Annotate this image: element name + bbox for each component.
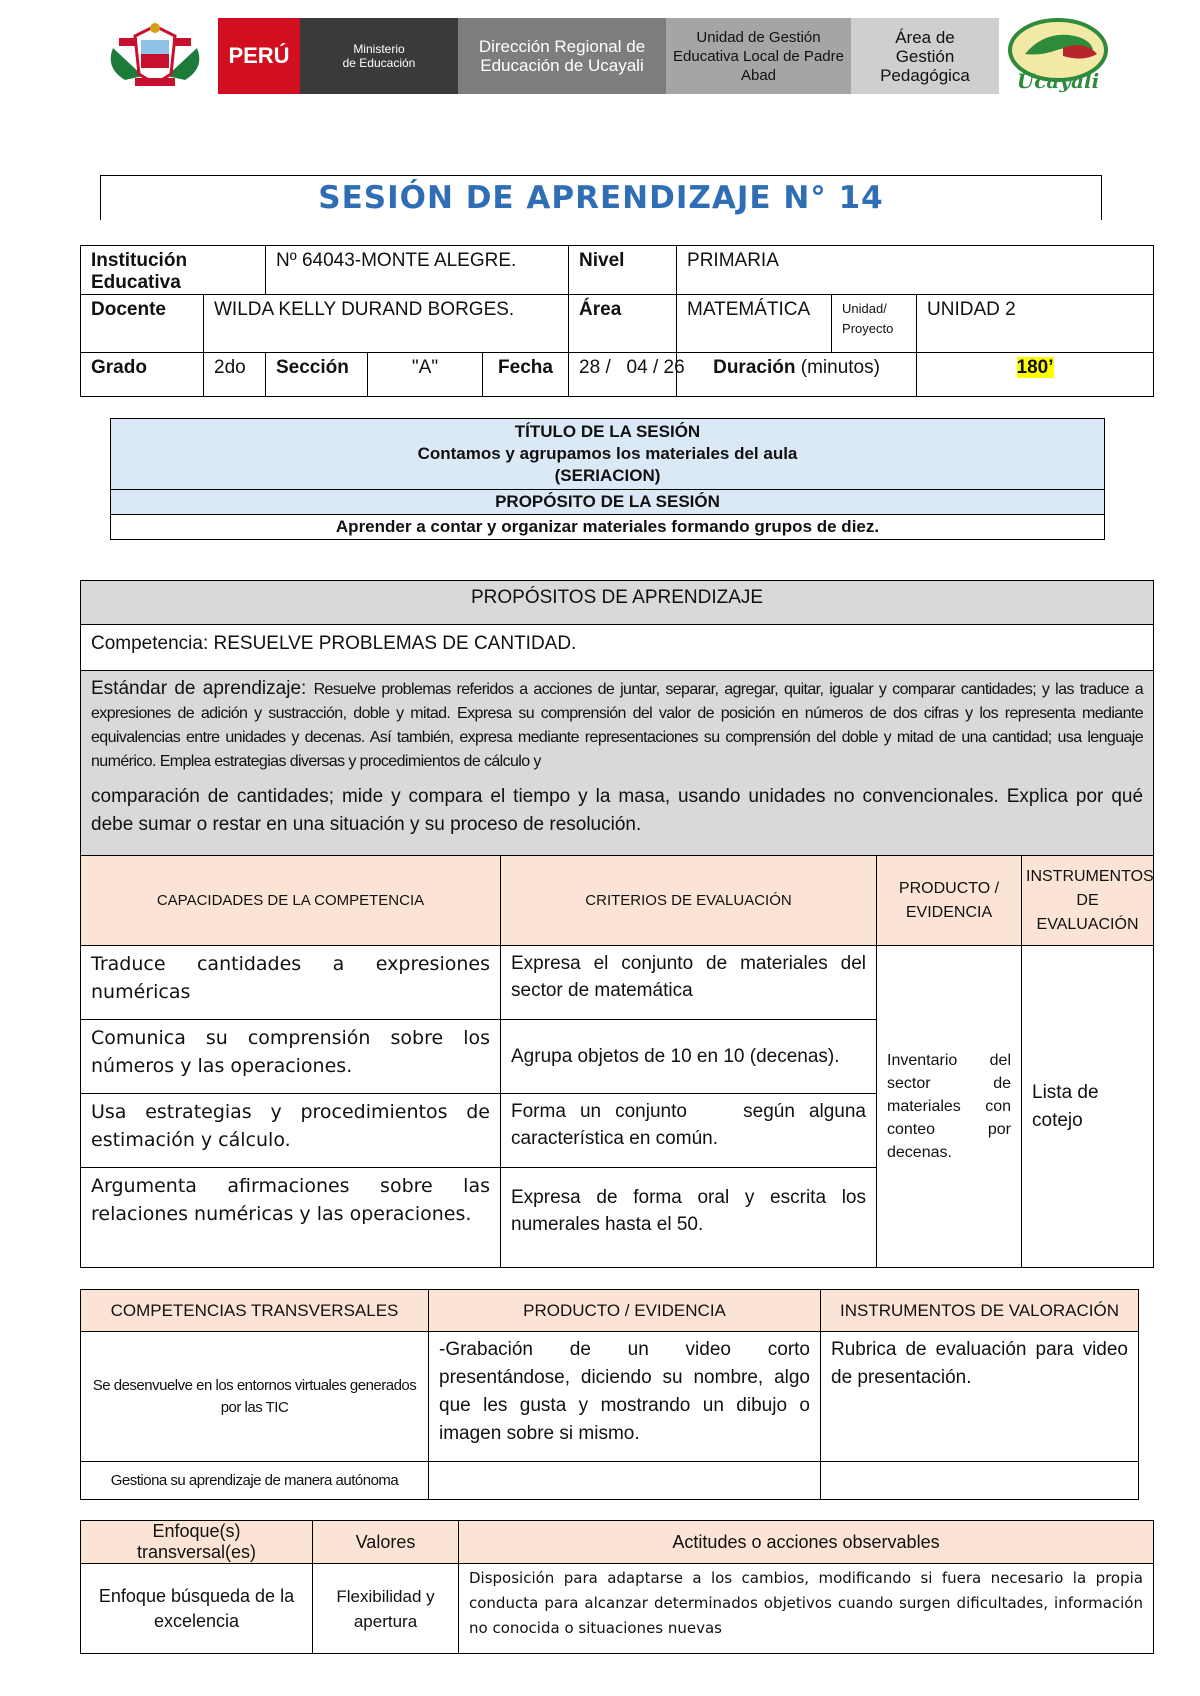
fecha-label: Fecha (483, 353, 569, 397)
fecha-value: 28 / 04 / 26 (569, 353, 677, 397)
capacidad-4: Argumenta afirmaciones sobre las relaciones numéricas y las operaciones. (81, 1168, 501, 1268)
ie-value: Nº 64043-MONTE ALEGRE. (266, 246, 569, 295)
duracion-value: 180’ (917, 353, 1154, 397)
session-title-box (100, 175, 1102, 220)
producto-video: -Grabación de un video corto presentándose, diciendo su nombre, algo que les gusta y mostrando un dibujo o imagen sobre si mismo. (429, 1332, 821, 1462)
peru-coat-of-arms-logo (105, 18, 205, 94)
actitud-value: Disposición para adaptarse a los cambios, modificando si fuera necesario la propia conducta para alcanzar determinados objetivos cuando surgen dificultades, información no conocida o situaciones nuevas (459, 1564, 1154, 1654)
instrumento-empty (821, 1462, 1139, 1500)
competencia: Competencia: RESUELVE PROBLEMAS DE CANTIDAD. (81, 625, 1154, 671)
instrumento-rubrica: Rubrica de evaluación para video de presentación. (821, 1332, 1139, 1462)
ie-label: Institución Educativa (81, 246, 266, 295)
estandar-cell: Estándar de aprendizaje: Resuelve problemas referidos a acciones de juntar, separar, agregar, quitar, igualar y comparar cantidades; y las traduce a expresiones de adición y sustracción, doble y mitad. Expresa su comprensión del valor de posición en números de dos cifras y los representa mediante equivalencias entre unidades y decenas. Así también, expresa mediante representaciones su comprensión del doble y mitad de una cantidad; usa lenguaje numérico. Emplea estrategias diversas y procedimientos de cálculo y comparación de cantidades; mide y compara el tiempo y la masa, usando unidades no convencionales. Explica por qué debe sumar o restar en una situación y su proceso de resolución. (81, 671, 1154, 856)
seccion-label: Sección (266, 353, 368, 397)
unidad-label: Unidad/ Proyecto (832, 295, 917, 353)
grado-label: Grado (81, 353, 204, 397)
peru-label: PERÚ (218, 18, 300, 94)
col-actitudes: Actitudes o acciones observables (459, 1521, 1154, 1564)
col-enfoque: Enfoque(s) transversal(es) (81, 1521, 313, 1564)
enfoque-table (80, 1520, 1154, 1654)
instrumento: Lista de cotejo (1022, 946, 1154, 1268)
ucayali-logo (1005, 14, 1111, 98)
competencia-autonoma: Gestiona su aprendizaje de manera autónoma (81, 1462, 429, 1500)
session-purpose-label: PROPÓSITO DE LA SESIÓN (111, 490, 1105, 515)
enfoque-value: Enfoque búsqueda de la excelencia (81, 1564, 313, 1654)
criterio-4: Expresa de forma oral y escrita los numerales hasta el 50. (501, 1168, 877, 1268)
nivel-label: Nivel (569, 246, 677, 295)
purposes-heading: PROPÓSITOS DE APRENDIZAJE (81, 581, 1154, 625)
capacidad-3: Usa estrategias y procedimientos de estimación y cálculo. (81, 1094, 501, 1168)
criterio-2: Agrupa objetos de 10 en 10 (decenas). (501, 1020, 877, 1094)
col-capacidades: CAPACIDADES DE LA COMPETENCIA (81, 856, 501, 946)
unidad-value: UNIDAD 2 (917, 295, 1154, 353)
info-table (80, 245, 1154, 397)
ugel-block: Unidad de Gestión Educativa Local de Padre Abad (666, 18, 851, 94)
competencia-tic: Se desenvuelve en los entornos virtuales generados por las TIC (81, 1332, 429, 1462)
grado-value: 2do (204, 353, 266, 397)
transversal-table (80, 1289, 1139, 1500)
session-table (110, 418, 1105, 540)
nivel-value: PRIMARIA (677, 246, 1154, 295)
col-producto-evidencia: PRODUCTO / EVIDENCIA (429, 1290, 821, 1332)
col-instrumentos: INSTRUMENTOS DE EVALUACIÓN (1022, 856, 1154, 946)
producto-empty (429, 1462, 821, 1500)
dre-block: Dirección Regional de Educación de Ucayali (458, 18, 666, 94)
seccion-value: "A" (368, 353, 483, 397)
session-title-cell: TÍTULO DE LA SESIÓN Contamos y agrupamos los materiales del aula (SERIACION) (111, 419, 1105, 490)
col-producto: PRODUCTO / EVIDENCIA (877, 856, 1022, 946)
session-purpose-value: Aprender a contar y organizar materiales formando grupos de diez. (111, 515, 1105, 540)
area-block: Área de Gestión Pedagógica (851, 18, 999, 94)
col-competencias-transversales: COMPETENCIAS TRANSVERSALES (81, 1290, 429, 1332)
page-title: SESIÓN DE APRENDIZAJE N° 14 (318, 180, 884, 216)
area-value: MATEMÁTICA (677, 295, 832, 353)
purposes-table (80, 580, 1154, 1268)
area-label: Área (569, 295, 677, 353)
producto-evidencia: Inventario del sector de materiales con conteo por decenas. (877, 946, 1022, 1268)
col-instrumentos-valoracion: INSTRUMENTOS DE VALORACIÓN (821, 1290, 1139, 1332)
col-valores: Valores (313, 1521, 459, 1564)
ministerio-block: Ministerio de Educación (300, 18, 458, 94)
duracion-label: Duración (minutos) (677, 353, 917, 397)
capacidad-2: Comunica su comprensión sobre los números y las operaciones. (81, 1020, 501, 1094)
criterio-1: Expresa el conjunto de materiales del sector de matemática (501, 946, 877, 1020)
valor-value: Flexibilidad y apertura (313, 1564, 459, 1654)
svg-text:Ucayali: Ucayali (1016, 69, 1100, 93)
docente-label: Docente (81, 295, 204, 353)
docente-value: WILDA KELLY DURAND BORGES. (204, 295, 569, 353)
criterio-3: Forma un conjunto según alguna característica en común. (501, 1094, 877, 1168)
capacidad-1: Traduce cantidades a expresiones numéricas (81, 946, 501, 1020)
col-criterios: CRITERIOS DE EVALUACIÓN (501, 856, 877, 946)
